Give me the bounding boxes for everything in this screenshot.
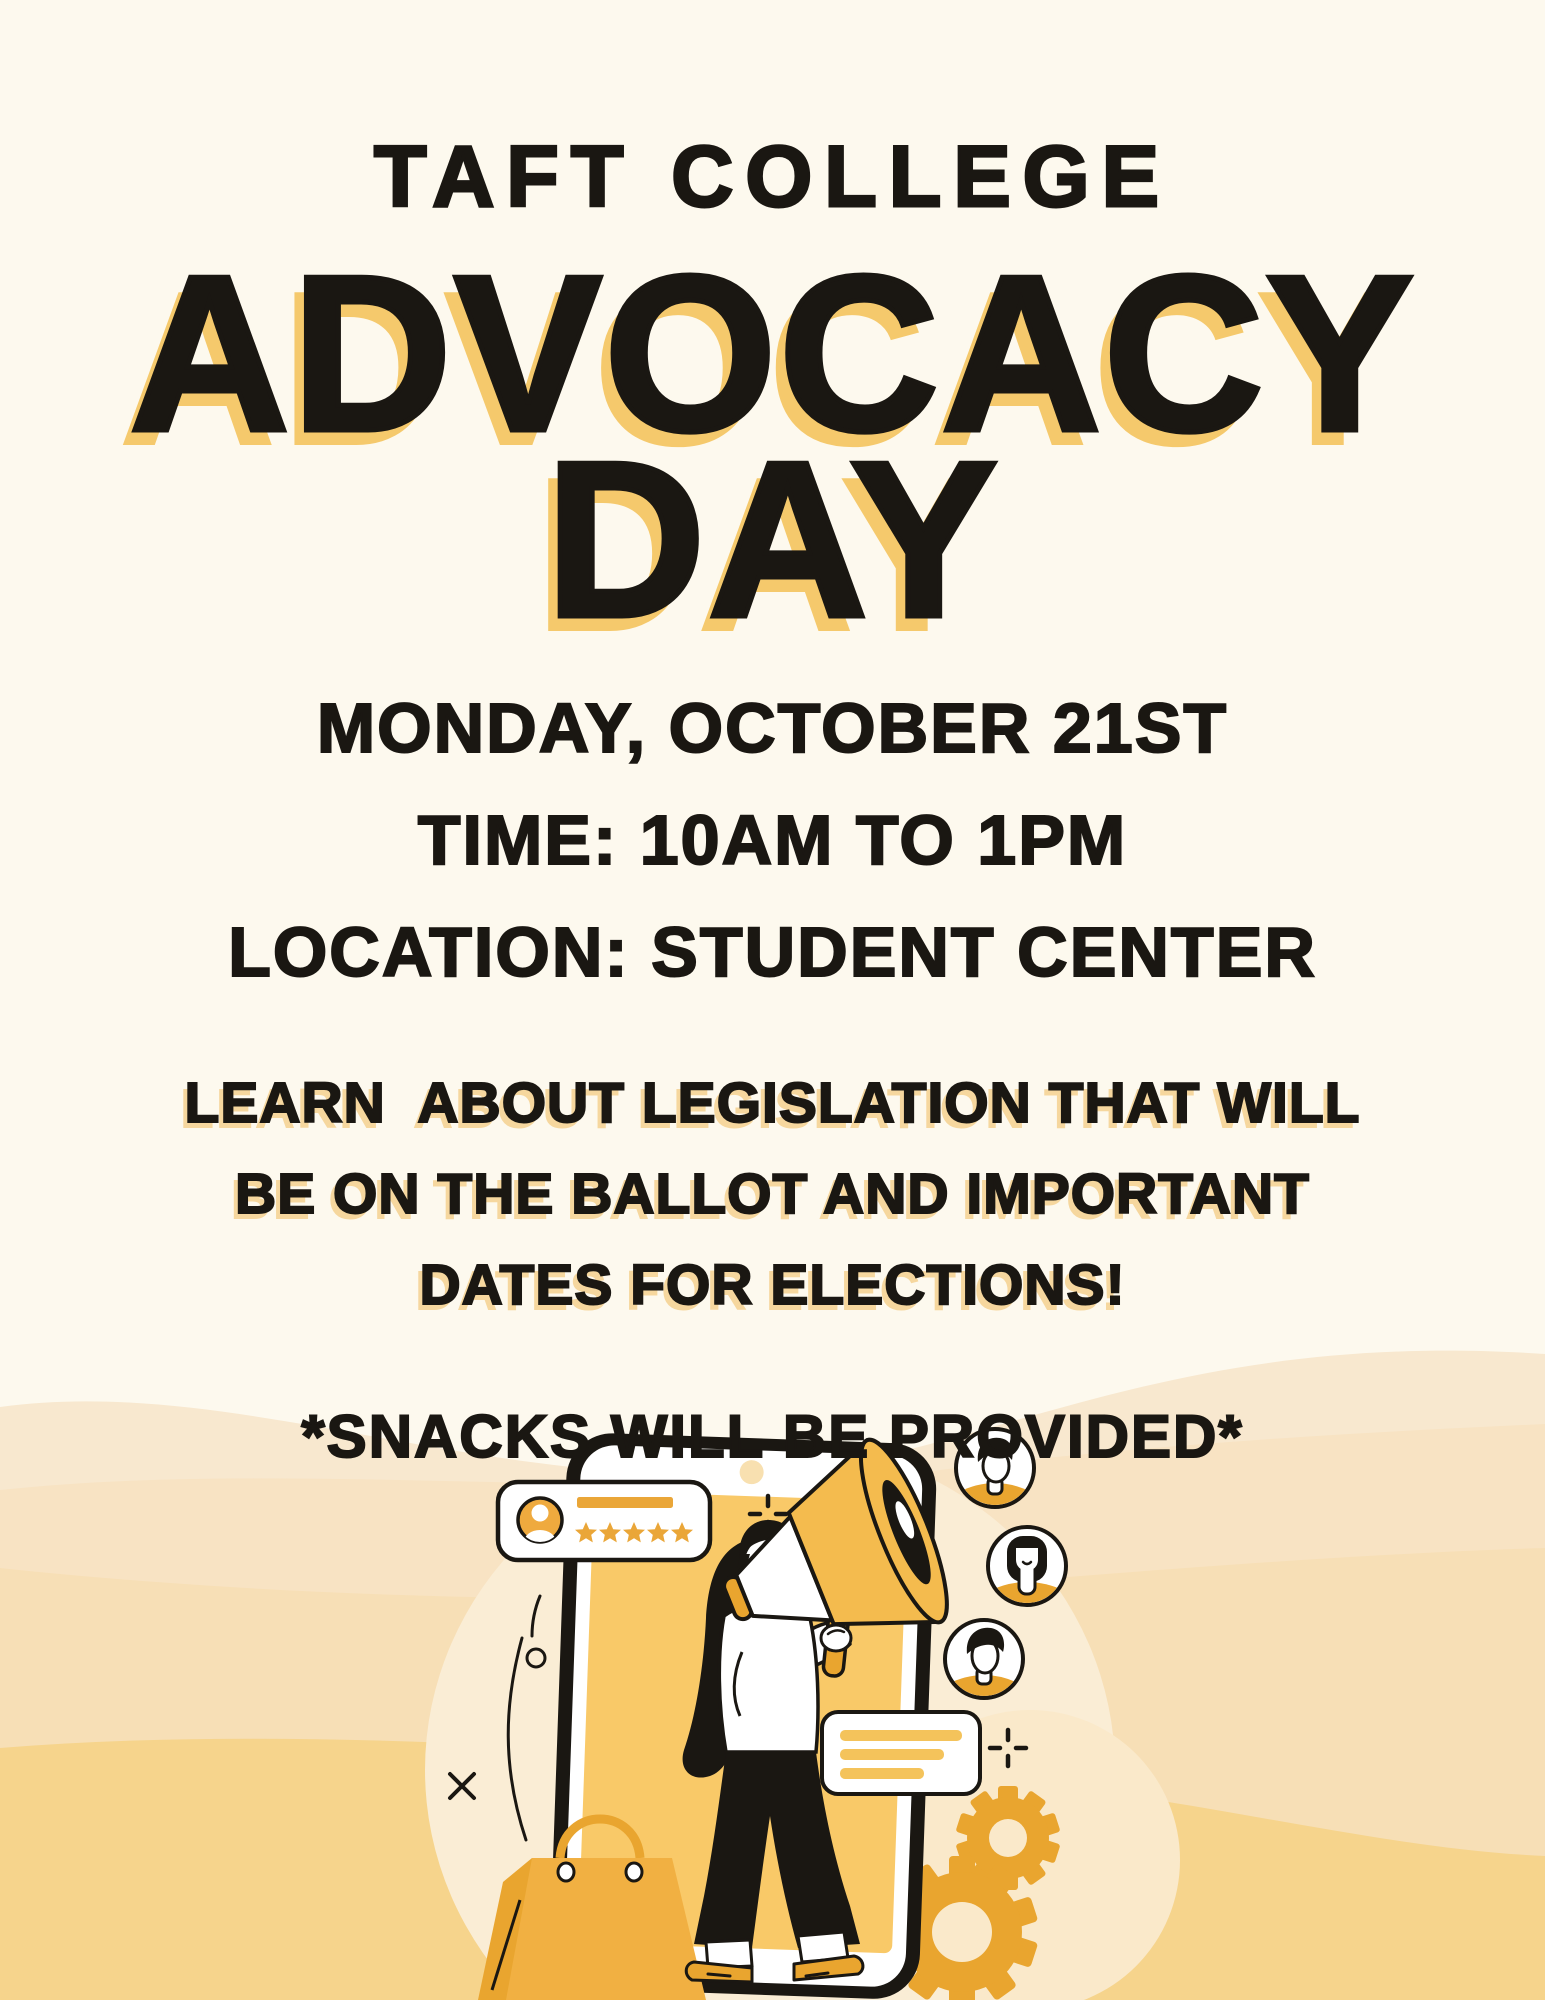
user-avatar-icon [944,1620,1024,1700]
event-title [0,230,1545,665]
description-line: LEARN ABOUT LEGISLATION THAT WILL [184,1070,1361,1135]
description-line: DATES FOR ELECTIONS! [419,1253,1126,1318]
college-name: TAFT COLLEGE [374,129,1171,225]
woman-hand [821,1625,851,1651]
event-date: MONDAY, OCTOBER 21ST [316,688,1229,767]
snacks-note: *SNACKS WILL BE PROVIDED* [301,1402,1244,1470]
event-location: LOCATION: STUDENT CENTER [228,912,1317,991]
review-card-icon [498,1482,710,1560]
user-avatar-icon [987,1527,1067,1606]
event-title-line1: ADVOCACY [129,230,1416,478]
event-time: TIME: 10AM TO 1PM [417,800,1128,879]
event-title-line2: DAY [545,416,1000,665]
event-description [0,1058,1545,1332]
review-title-bar [577,1497,673,1508]
description-line: BE ON THE BALLOT AND IMPORTANT [235,1162,1310,1227]
chat-bubble-icon [822,1712,980,1794]
